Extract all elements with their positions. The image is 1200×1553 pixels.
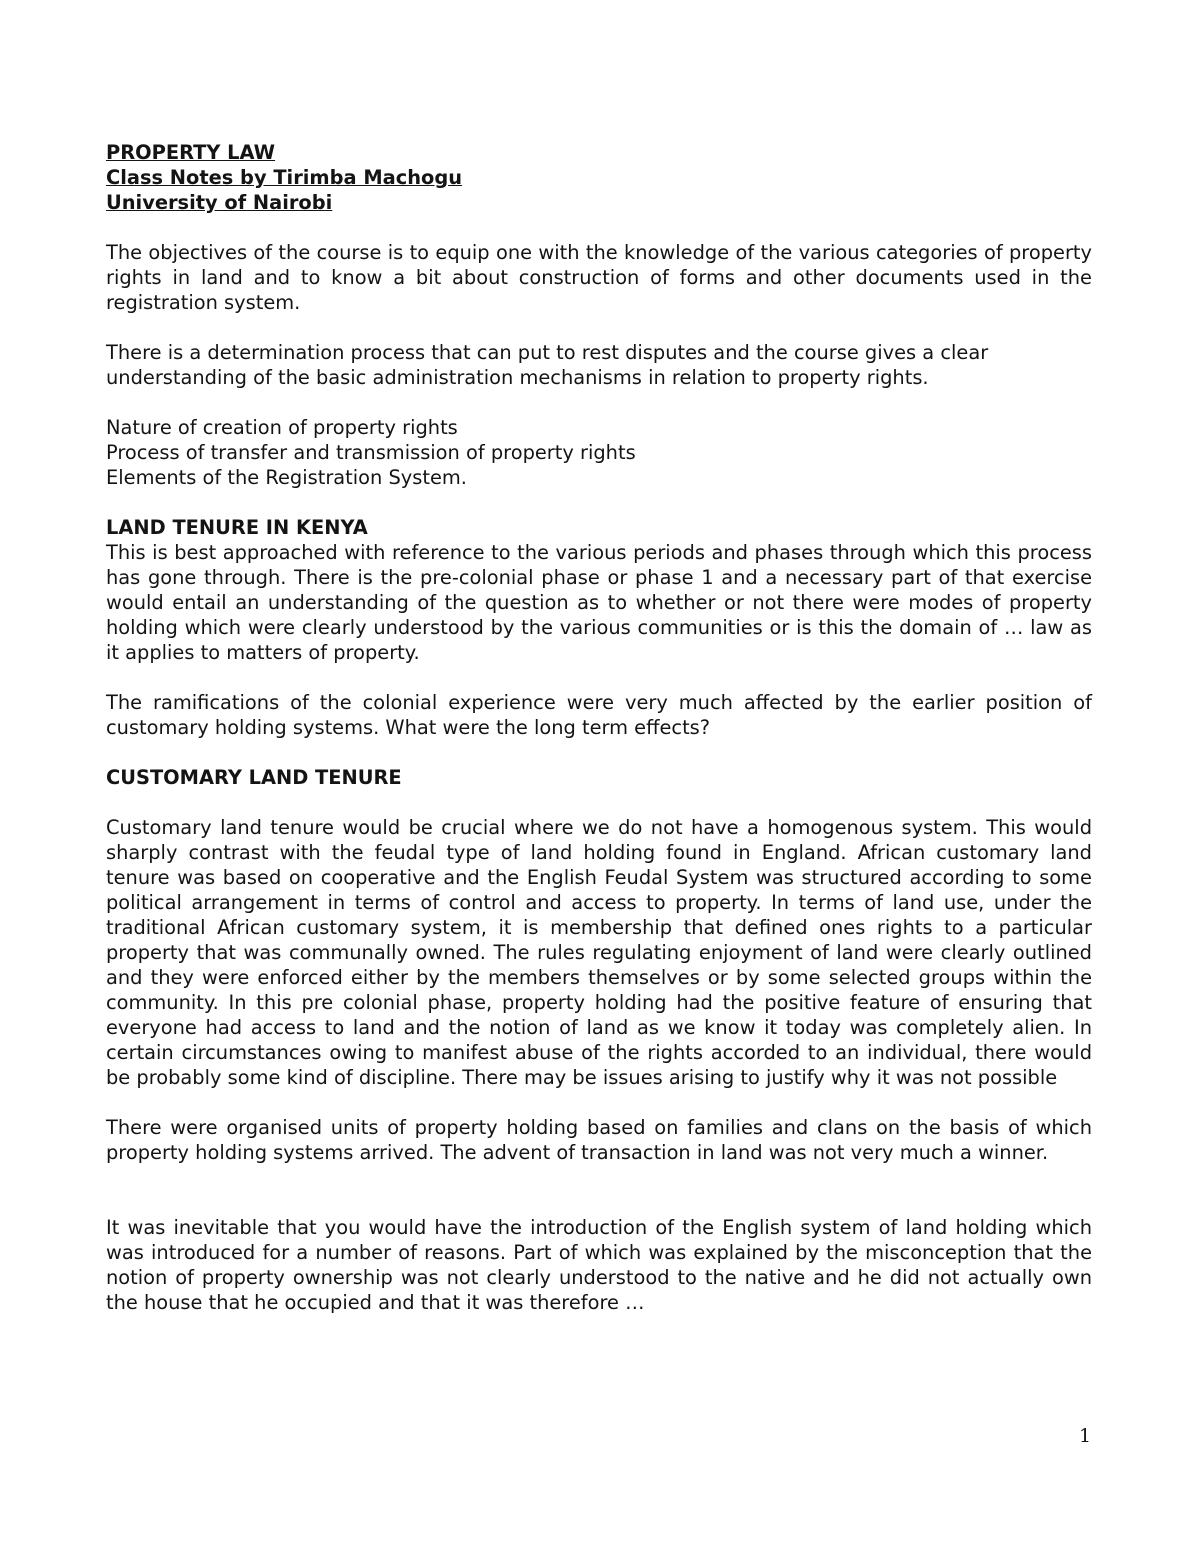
topics-list [106,415,1092,490]
determination-line: understanding of the basic administration mechanisms in relation to property rights. [106,366,929,389]
page-number: 1 [1078,1425,1092,1447]
document-subtitle: Class Notes by Tirimba Machogu [106,166,463,189]
customary-tenure-paragraph: Customary land tenure would be crucial where we do not have a homogenous system. This would sharply contrast with the feudal type of land holding found in England. African customary land tenure was based on cooperative and the English Feudal System was structured according to some political arrangement in terms of control and access to property. In terms of land use, under the traditional African customary system, it is membership that defined ones rights to a particular property that was communally owned. The rules regulating enjoyment of land were clearly outlined and they were enforced either by the members themselves or by some selected groups within the community. In this pre colonial phase, property holding had the positive feature of ensuring that everyone had access to land and the notion of land as we know it today was completely alien. In certain circumstances owing to manifest abuse of the rights accorded to an individual, there would be probably some kind of discipline. There may be issues arising to justify why it was not possible [106,816,1092,1089]
determination-paragraph [106,340,1092,390]
determination-line: There is a determination process that can put to rest disputes and the course gives a clear [106,341,989,364]
objectives-paragraph: The objectives of the course is to equip one with the knowledge of the various categories of property rights in land and to know a bit about construction of forms and other documents used in the registration system. [106,241,1092,314]
organised-units-paragraph: There were organised units of property holding based on families and clans on the basis of which property holding systems arrived. The advent of transaction in land was not very much a winner. [106,1116,1092,1164]
document-page [106,140,1092,1315]
section-heading-land-tenure: LAND TENURE IN KENYA [106,516,368,539]
document-title: PROPERTY LAW [106,141,276,164]
topic-item: Elements of the Registration System. [106,466,467,489]
document-institution: University of Nairobi [106,191,333,214]
topic-item: Process of transfer and transmission of property rights [106,441,636,464]
colonial-ramifications-paragraph: The ramifications of the colonial experience were very much affected by the earlier position of customary holding systems. What were the long term effects? [106,691,1092,739]
land-tenure-paragraph: This is best approached with reference to the various periods and phases through which this process has gone through. There is the pre-colonial phase or phase 1 and a necessary part of that exercise would entail an understanding of the question as to whether or not there were modes of property holding which were clearly understood by the various communities or is this the domain of … law as it applies to matters of property. [106,541,1092,664]
topic-item: Nature of creation of property rights [106,416,458,439]
section-heading-customary: CUSTOMARY LAND TENURE [106,766,402,789]
english-system-paragraph: It was inevitable that you would have the introduction of the English system of land holding which was introduced for a number of reasons. Part of which was explained by the misconception that the notion of property ownership was not clearly understood to the native and he did not actually own the house that he occupied and that it was therefore … [106,1216,1092,1314]
